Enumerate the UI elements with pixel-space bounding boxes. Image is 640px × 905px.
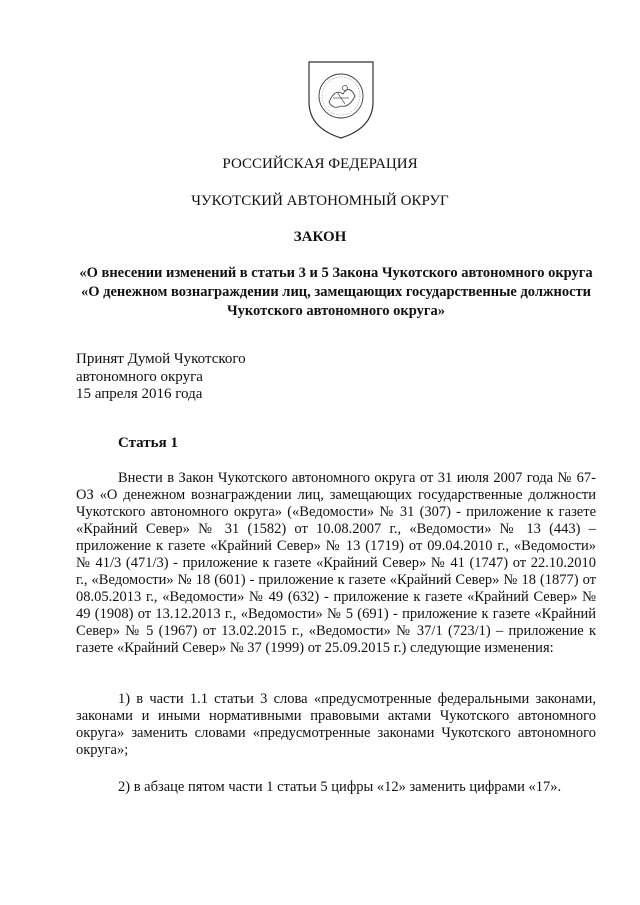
article-heading: Статья 1: [118, 435, 178, 451]
region-name: ЧУКОТСКИЙ АВТОНОМНЫЙ ОКРУГ: [191, 193, 449, 209]
amendment-item-2: 2) в абзаце пятом части 1 статьи 5 цифры «12» заменить цифрами «17».: [118, 779, 562, 795]
document-type: ЗАКОН: [293, 229, 347, 245]
adoption-info: [76, 351, 246, 404]
adoption-date: 15 апреля 2016 года: [76, 386, 203, 402]
article-intro-paragraph: Внести в Закон Чукотского автономного округа от 31 июля 2007 года № 67-ОЗ «О денежном вознаграждении лиц, замещающих государственные должности Чукотского автономного округа» («Ведомости» № 31 (307) - приложение к газете «Крайний Север» № 31 (1582) от 10.08.2007 г., «Ведомости» № 13 (443) – приложение к газете «Крайний Север» № 13 (1719) от 09.04.2010 г., «Ведомости» № 41/3 (471/3) - приложение к газете «Крайний Север» № 41 (1747) от 22.10.2010 г., «Ведомости» № 18 (601) - приложение к газете «Крайний Север» № 18 (1877) от 08.05.2013 г., «Ведомости» № 49 (632) - приложение к газете «Крайний Север» № 49 (1908) от 13.12.2013 г., «Ведомости» № 5 (691) - приложение к газете «Крайний Север» № 5 (1967) от 13.02.2015 г., «Ведомости» № 37/1 (723/1) – приложение к газете «Крайний Север» № 37 (1999) от 25.09.2015 г.) следующие изменения:: [76, 470, 596, 656]
amendment-item-1: 1) в части 1.1 статьи 3 слова «предусмотренные федеральными законами, законами и иными нормативными правовыми актами Чукотского автономного округа» заменить словами «предусмотренные законами Чукотского автономного округа»;: [76, 691, 596, 758]
coat-of-arms-icon: [303, 58, 379, 142]
country-name: РОССИЙСКАЯ ФЕДЕРАЦИЯ: [222, 156, 418, 172]
adoption-line-1: Принят Думой Чукотского: [76, 351, 246, 367]
adoption-line-2: автономного округа: [76, 368, 203, 385]
law-title: «О внесении изменений в статьи 3 и 5 Закона Чукотского автономного округа «О денежном вознаграждении лиц, замещающих государственные должности Чукотского автономного округа»: [79, 265, 593, 319]
